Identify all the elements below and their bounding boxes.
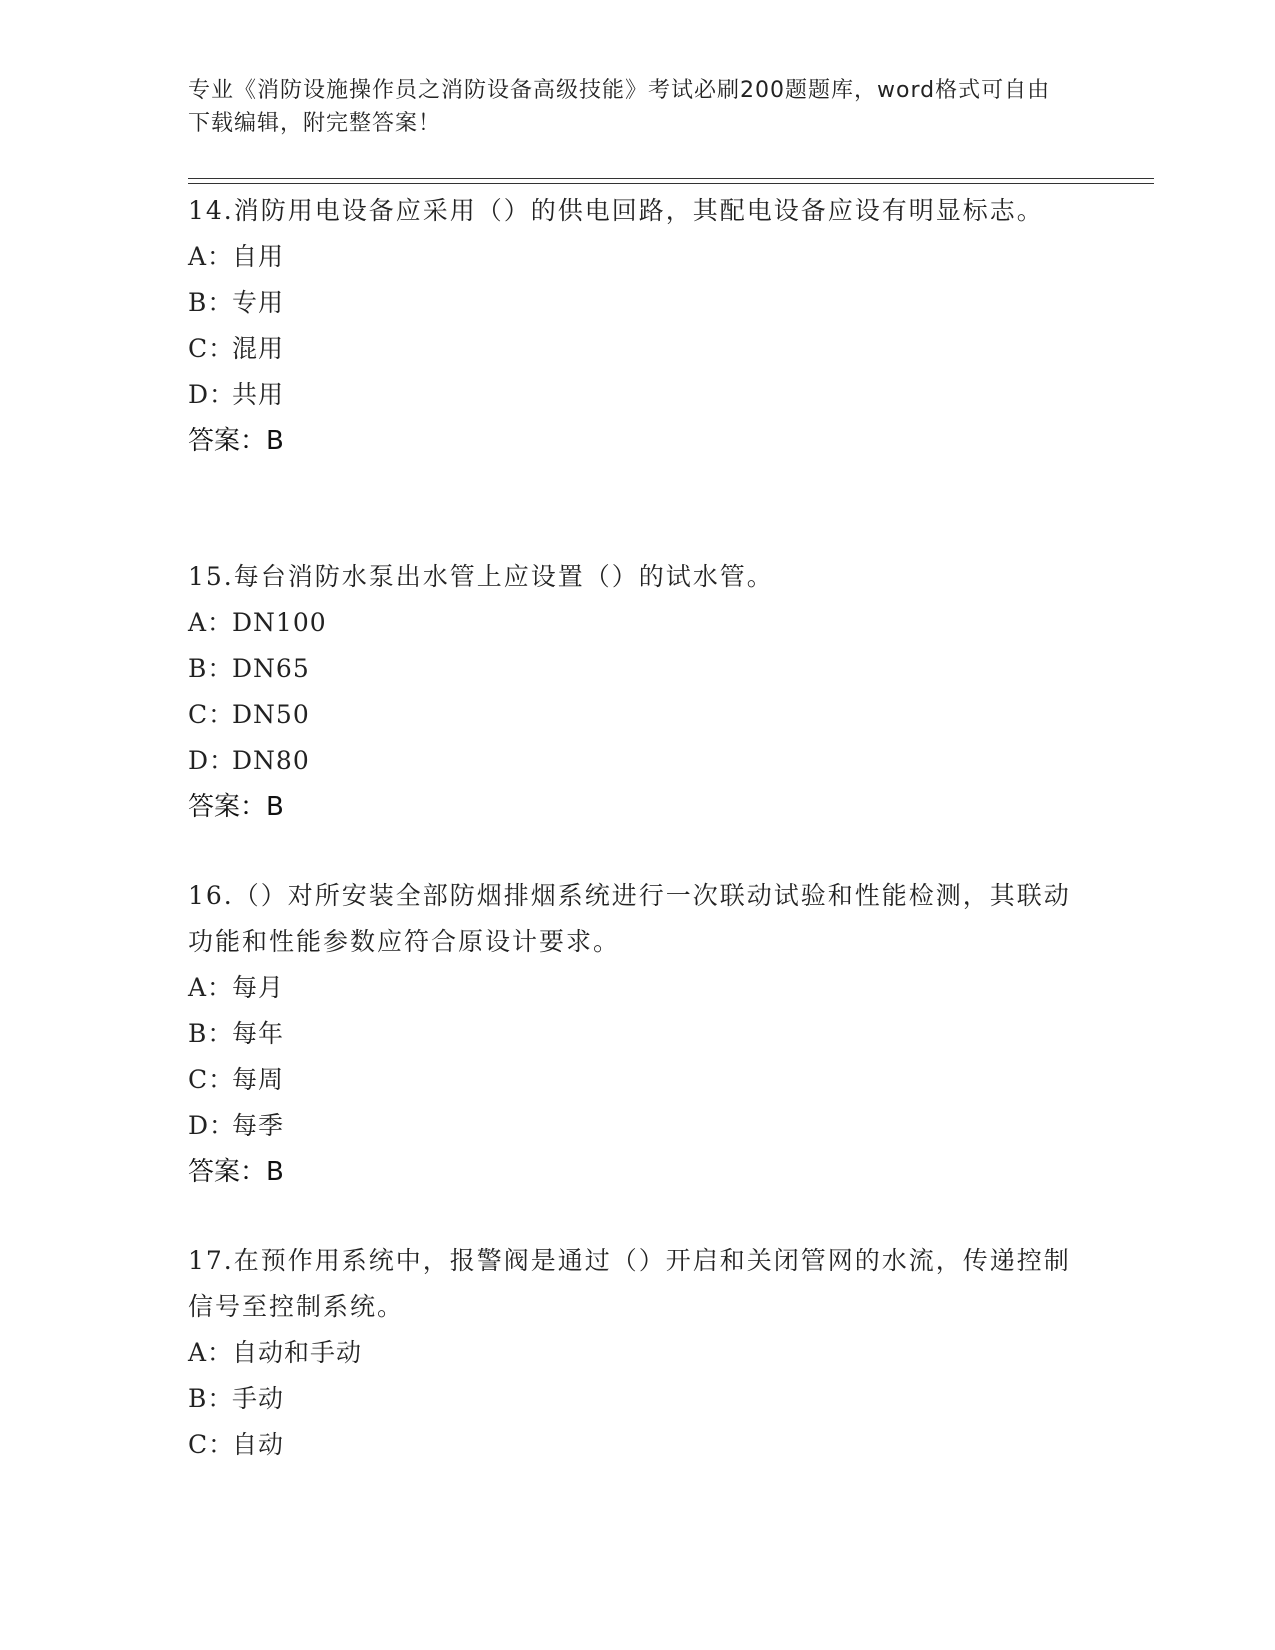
option-text: DN50	[232, 700, 310, 729]
option-text: DN80	[232, 746, 310, 775]
question-17	[188, 1238, 1088, 1468]
option-letter: A：	[188, 608, 234, 637]
option-letter: B：	[188, 1384, 234, 1413]
question-stem: 15.每台消防水泵出水管上应设置（）的试水管。	[188, 562, 774, 591]
option-a	[188, 234, 1088, 280]
answer-line: 答案：B	[188, 792, 284, 822]
option-a	[188, 600, 1088, 646]
option-text: 每周	[232, 1065, 285, 1094]
option-letter: B：	[188, 288, 234, 317]
option-d	[188, 372, 1088, 418]
question-16	[188, 873, 1088, 1195]
option-text: 每年	[232, 1019, 285, 1048]
option-c	[188, 326, 1088, 372]
question-stem: 16.（）对所安装全部防烟排烟系统进行一次联动试验和性能检测，其联动功能和性能参数应符合原设计要求。	[188, 881, 1071, 956]
option-text: DN65	[232, 654, 310, 683]
option-c	[188, 1057, 1088, 1103]
option-letter: B：	[188, 654, 234, 683]
option-letter: A：	[188, 1338, 234, 1367]
option-text: 自动和手动	[232, 1338, 363, 1367]
option-text: 专用	[232, 288, 285, 317]
option-d	[188, 1103, 1088, 1149]
question-stem: 17.在预作用系统中，报警阀是通过（）开启和关闭管网的水流，传递控制信号至控制系统。	[188, 1246, 1071, 1321]
option-text: 混用	[232, 334, 285, 363]
option-letter: A：	[188, 242, 234, 271]
option-letter: C：	[188, 700, 235, 729]
option-d	[188, 738, 1088, 784]
header-divider-top	[188, 178, 1154, 179]
option-a	[188, 1330, 1088, 1376]
option-b	[188, 280, 1088, 326]
option-letter: D：	[188, 380, 236, 409]
option-text: 自动	[232, 1430, 285, 1459]
option-text: DN100	[232, 608, 327, 637]
option-letter: B：	[188, 1019, 234, 1048]
question-14	[188, 188, 1088, 464]
answer-line: 答案：B	[188, 1157, 284, 1187]
option-c	[188, 1422, 1088, 1468]
option-text: 手动	[232, 1384, 285, 1413]
question-15	[188, 554, 1088, 830]
option-a	[188, 965, 1088, 1011]
option-b	[188, 1011, 1088, 1057]
option-b	[188, 1376, 1088, 1422]
option-text: 自用	[232, 242, 285, 271]
option-letter: D：	[188, 1111, 236, 1140]
option-letter: A：	[188, 973, 234, 1002]
option-text: 每月	[232, 973, 285, 1002]
option-text: 共用	[232, 380, 285, 409]
option-text: 每季	[232, 1111, 285, 1140]
header-divider-bottom	[188, 183, 1154, 184]
option-letter: C：	[188, 1065, 235, 1094]
option-c	[188, 692, 1088, 738]
option-letter: D：	[188, 746, 236, 775]
question-stem: 14.消防用电设备应采用（）的供电回路，其配电设备应设有明显标志。	[188, 196, 1044, 225]
answer-line: 答案：B	[188, 426, 284, 456]
option-letter: C：	[188, 334, 235, 363]
option-b	[188, 646, 1088, 692]
option-letter: C：	[188, 1430, 235, 1459]
document-header: 专业《消防设施操作员之消防设备高级技能》考试必刷200题题库，word格式可自由下载编辑，附完整答案！	[188, 78, 1051, 136]
